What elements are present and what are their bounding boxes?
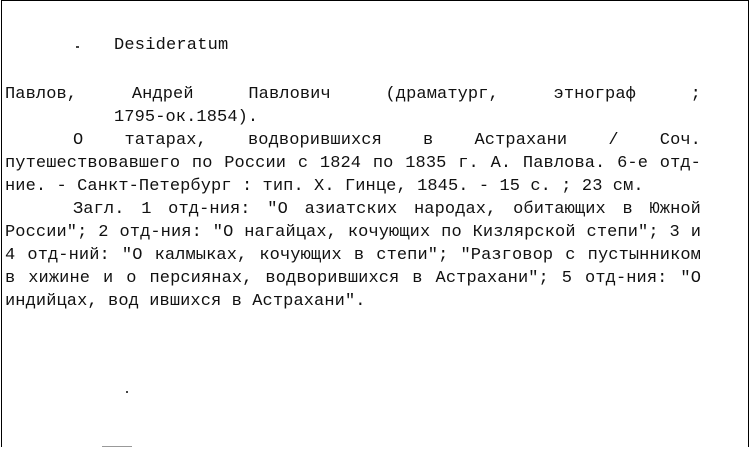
author-dates: 1795-ок.1854).: [114, 108, 259, 127]
author-heading: Павлов, Андрей Павлович (драматург, этнограф ;: [5, 85, 701, 104]
card-body: [5, 83, 701, 313]
card-header: Desideratum: [114, 36, 229, 55]
scan-mark: [102, 446, 132, 447]
contents-note: Загл. 1 отд-ния: "О азиатских народах, обитающих в Южной России"; 2 отд-ния: "О нагайцах, кочующих по Кизлярской степи"; 3 и 4 отд-ний: "О калмыках, кочующих в степи"; "Разговор с пустынником в хижине и о персиянах, водворившихся в Астрахани"; 5 отд-ния: "О индийцах, вод ившихся в Астрахани".: [5, 200, 701, 311]
catalog-card: [1, 0, 749, 447]
scan-speck: [76, 46, 79, 48]
scan-speck: [126, 391, 128, 393]
bibliographic-description: О татарах, водворившихся в Астрахани / Соч. путешествовавшего по России с 1824 по 1835 г. А. Павлова. 6-е отд-ние. - Санкт-Петербург : тип. Х. Гинце, 1845. - 15 с. ; 23 см.: [5, 131, 701, 196]
